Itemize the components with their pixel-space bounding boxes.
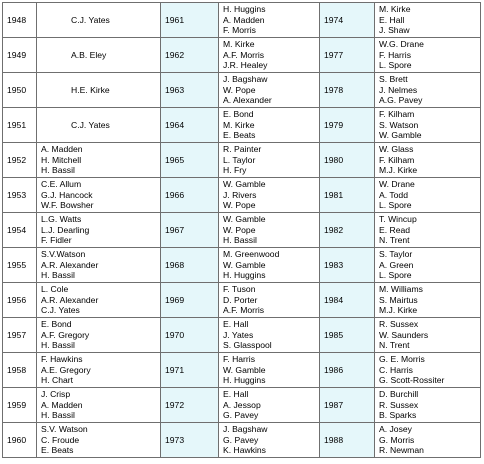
winners-cell: [375, 248, 481, 283]
winners-sheet: [2, 2, 480, 458]
year-cell: 1981: [320, 178, 375, 213]
table-row: [3, 73, 481, 108]
year-cell: 1952: [3, 143, 37, 178]
winner-name: B. Sparks: [379, 410, 417, 421]
winner-name: L.G. Watts: [41, 214, 82, 225]
winners-cell: [375, 143, 481, 178]
winner-name: E. Hall: [379, 14, 405, 25]
winner-name: N. Trent: [379, 340, 410, 351]
year-cell: 1950: [3, 73, 37, 108]
winner-name: L. Spore: [379, 270, 412, 281]
winner-name: S.V.Watson: [41, 249, 86, 260]
winner-name: A.F. Gregory: [41, 329, 90, 340]
year-cell: 1985: [320, 318, 375, 353]
year-cell: 1984: [320, 283, 375, 318]
winners-cell: [219, 283, 320, 318]
winner-name: J. Yates: [223, 329, 254, 340]
winner-name: N. Trent: [379, 235, 410, 246]
year-cell: 1974: [320, 3, 375, 38]
winners-cell: [37, 353, 161, 388]
table-row: [3, 388, 481, 423]
winner-name: W. Gamble: [223, 364, 266, 375]
winner-name: H. Bassil: [41, 410, 75, 421]
winner-name: R. Painter: [223, 144, 262, 155]
winner-name: C.J. Yates: [71, 14, 110, 25]
winners-cell: [375, 178, 481, 213]
winners-cell: [37, 3, 161, 38]
winners-cell: [375, 388, 481, 423]
winner-name: E. Hall: [223, 319, 249, 330]
winner-name: J. Shaw: [379, 25, 410, 36]
table-row: [3, 423, 481, 458]
winner-name: A. Todd: [379, 189, 408, 200]
winner-name: A.B. Eley: [71, 49, 107, 60]
winner-name: L.J. Dearling: [41, 224, 90, 235]
winner-name: G. Pavey: [223, 434, 259, 445]
winner-name: H. Mitchell: [41, 154, 82, 165]
year-cell: 1964: [161, 108, 219, 143]
table-row: [3, 213, 481, 248]
winner-name: C. Harris: [379, 364, 413, 375]
winner-name: M. Williams: [379, 284, 423, 295]
winner-name: G.J. Hancock: [41, 189, 93, 200]
winners-cell: [219, 178, 320, 213]
winner-name: L. Spore: [379, 200, 412, 211]
winner-name: H. Chart: [41, 375, 73, 386]
table-row: [3, 248, 481, 283]
winner-name: H. Fry: [223, 165, 247, 176]
winners-table: [2, 2, 481, 458]
winner-name: A. Green: [379, 259, 414, 270]
winner-name: W. Saunders: [379, 329, 429, 340]
winner-name: W.F. Bowsher: [41, 200, 94, 211]
winners-cell: [375, 423, 481, 458]
winner-name: S. Taylor: [379, 249, 413, 260]
winner-name: A. Madden: [41, 399, 83, 410]
winner-name: H. Bassil: [41, 340, 75, 351]
winner-name: S. Brett: [379, 74, 408, 85]
winner-name: F. Morris: [223, 25, 256, 36]
winners-cell: [219, 353, 320, 388]
year-cell: 1983: [320, 248, 375, 283]
winner-name: A.F. Morris: [223, 49, 265, 60]
winner-name: H. Bassil: [41, 165, 75, 176]
winners-cell: [375, 38, 481, 73]
year-cell: 1958: [3, 353, 37, 388]
winner-name: C.J. Yates: [41, 305, 80, 316]
year-cell: 1962: [161, 38, 219, 73]
winner-name: C.E. Allum: [41, 179, 82, 190]
winners-cell: [37, 283, 161, 318]
year-cell: 1949: [3, 38, 37, 73]
winner-name: M. Kirke: [223, 119, 255, 130]
winner-name: H.E. Kirke: [71, 84, 110, 95]
winner-name: W. Gamble: [223, 179, 266, 190]
winner-name: H. Bassil: [223, 235, 257, 246]
winner-name: W. Pope: [223, 84, 256, 95]
year-cell: 1966: [161, 178, 219, 213]
year-cell: 1988: [320, 423, 375, 458]
winners-cell: [37, 248, 161, 283]
year-cell: 1973: [161, 423, 219, 458]
winner-name: A.G. Pavey: [379, 95, 423, 106]
winner-name: S.V. Watson: [41, 424, 88, 435]
winner-name: M.J. Kirke: [379, 165, 418, 176]
year-cell: 1987: [320, 388, 375, 423]
year-cell: 1979: [320, 108, 375, 143]
winners-cell: [37, 213, 161, 248]
winner-name: W.G. Drane: [379, 39, 424, 50]
winners-cell: [219, 213, 320, 248]
winner-name: W. Drane: [379, 179, 415, 190]
winners-cell: [219, 248, 320, 283]
winner-name: E. Beats: [41, 445, 74, 456]
year-cell: 1951: [3, 108, 37, 143]
winner-name: S. Watson: [379, 119, 419, 130]
winner-name: K. Hawkins: [223, 445, 266, 456]
winners-cell: [219, 38, 320, 73]
winners-cell: [375, 353, 481, 388]
table-row: [3, 178, 481, 213]
winner-name: G. Morris: [379, 434, 415, 445]
winner-name: A. Jessop: [223, 399, 261, 410]
year-cell: 1963: [161, 73, 219, 108]
winner-name: F. Harris: [379, 49, 411, 60]
winner-name: F. Kilham: [379, 154, 415, 165]
winner-name: M. Kirke: [379, 4, 411, 15]
winner-name: J. Bagshaw: [223, 424, 268, 435]
winner-name: A. Madden: [41, 144, 83, 155]
winner-name: A.R. Alexander: [41, 259, 99, 270]
table-row: [3, 108, 481, 143]
winner-name: S. Mairtus: [379, 294, 418, 305]
year-cell: 1972: [161, 388, 219, 423]
winner-name: R. Newman: [379, 445, 424, 456]
winner-name: F. Fidler: [41, 235, 72, 246]
winner-name: L. Spore: [379, 60, 412, 71]
winners-cell: [219, 388, 320, 423]
winners-cell: [219, 108, 320, 143]
year-cell: 1960: [3, 423, 37, 458]
winner-name: J.R. Healey: [223, 60, 268, 71]
winners-cell: [375, 283, 481, 318]
winner-name: G. E. Morris: [379, 354, 425, 365]
winners-cell: [37, 73, 161, 108]
year-cell: 1980: [320, 143, 375, 178]
table-row: [3, 353, 481, 388]
year-cell: 1953: [3, 178, 37, 213]
winner-name: G. Scott-Rossiter: [379, 375, 445, 386]
winners-cell: [37, 423, 161, 458]
winner-name: W. Pope: [223, 200, 256, 211]
winner-name: J. Crisp: [41, 389, 71, 400]
winner-name: M.J. Kirke: [379, 305, 418, 316]
winner-name: S. Glasspool: [223, 340, 272, 351]
winners-cell: [219, 423, 320, 458]
winner-name: A.F. Morris: [223, 305, 265, 316]
year-cell: 1965: [161, 143, 219, 178]
year-cell: 1959: [3, 388, 37, 423]
winners-cell: [37, 38, 161, 73]
winner-name: F. Harris: [223, 354, 255, 365]
year-cell: 1948: [3, 3, 37, 38]
winner-name: W. Glass: [379, 144, 414, 155]
winner-name: J. Rivers: [223, 189, 257, 200]
winner-name: L. Taylor: [223, 154, 256, 165]
year-cell: 1978: [320, 73, 375, 108]
year-cell: 1986: [320, 353, 375, 388]
winner-name: F. Hawkins: [41, 354, 83, 365]
winner-name: C.J. Yates: [71, 119, 110, 130]
table-row: [3, 143, 481, 178]
winner-name: L. Cole: [41, 284, 69, 295]
table-row: [3, 318, 481, 353]
year-cell: 1982: [320, 213, 375, 248]
winner-name: F. Kilham: [379, 109, 415, 120]
table-row: [3, 3, 481, 38]
winners-cell: [37, 318, 161, 353]
winner-name: D. Burchill: [379, 389, 419, 400]
winner-name: M. Kirke: [223, 39, 255, 50]
winner-name: H. Bassil: [41, 270, 75, 281]
winner-name: M. Greenwood: [223, 249, 280, 260]
winners-cell: [375, 213, 481, 248]
winners-cell: [37, 143, 161, 178]
winners-cell: [219, 318, 320, 353]
year-cell: 1954: [3, 213, 37, 248]
winner-name: A. Josey: [379, 424, 412, 435]
winner-name: G. Pavey: [223, 410, 259, 421]
winner-name: T. Wincup: [379, 214, 417, 225]
winners-cell: [37, 388, 161, 423]
year-cell: 1977: [320, 38, 375, 73]
winner-name: R. Sussex: [379, 319, 419, 330]
winner-name: A.R. Alexander: [41, 294, 99, 305]
winner-name: W. Gamble: [379, 130, 422, 141]
year-cell: 1961: [161, 3, 219, 38]
winner-name: D. Porter: [223, 294, 258, 305]
winners-cell: [37, 178, 161, 213]
year-cell: 1955: [3, 248, 37, 283]
winner-name: E. Bond: [223, 109, 254, 120]
winners-table-body: [3, 3, 481, 458]
year-cell: 1967: [161, 213, 219, 248]
winners-cell: [375, 3, 481, 38]
year-cell: 1971: [161, 353, 219, 388]
winner-name: H. Huggins: [223, 4, 266, 15]
winner-name: A.E. Gregory: [41, 364, 91, 375]
winners-cell: [375, 73, 481, 108]
winner-name: W. Pope: [223, 224, 256, 235]
winner-name: E. Hall: [223, 389, 249, 400]
winner-name: J. Bagshaw: [223, 74, 268, 85]
winner-name: E. Bond: [41, 319, 72, 330]
table-row: [3, 38, 481, 73]
winners-cell: [219, 3, 320, 38]
table-row: [3, 283, 481, 318]
winner-name: A. Alexander: [223, 95, 272, 106]
year-cell: 1970: [161, 318, 219, 353]
winner-name: H. Huggins: [223, 375, 266, 386]
year-cell: 1969: [161, 283, 219, 318]
winner-name: W. Gamble: [223, 259, 266, 270]
year-cell: 1956: [3, 283, 37, 318]
winner-name: A. Madden: [223, 14, 265, 25]
winners-cell: [219, 143, 320, 178]
winner-name: R. Sussex: [379, 399, 419, 410]
winner-name: H. Huggins: [223, 270, 266, 281]
winner-name: C. Froude: [41, 434, 80, 445]
winner-name: W. Gamble: [223, 214, 266, 225]
winner-name: E. Beats: [223, 130, 256, 141]
winner-name: F. Tuson: [223, 284, 256, 295]
winners-cell: [37, 108, 161, 143]
winner-name: J. Nelmes: [379, 84, 418, 95]
year-cell: 1957: [3, 318, 37, 353]
winners-cell: [375, 108, 481, 143]
winner-name: E. Read: [379, 224, 411, 235]
winners-cell: [375, 318, 481, 353]
year-cell: 1968: [161, 248, 219, 283]
winners-cell: [219, 73, 320, 108]
